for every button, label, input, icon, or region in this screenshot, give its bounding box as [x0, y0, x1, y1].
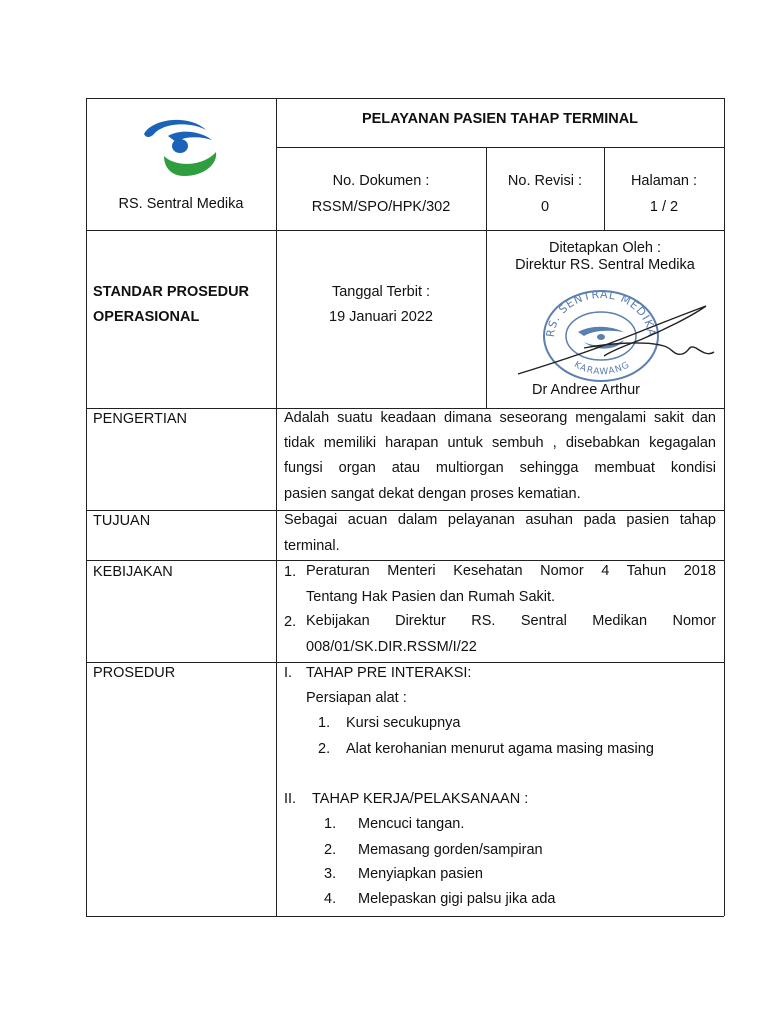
purpose-line-2: terminal. — [284, 538, 340, 554]
section-2-item-4: Melepaskan gigi palsu jika ada — [358, 891, 556, 907]
sop-label-line2: OPERASIONAL — [93, 309, 200, 325]
approved-by-label: Ditetapkan Oleh : — [548, 240, 662, 256]
policy-item-1-line2: Tentang Hak Pasien dan Rumah Sakit. — [306, 589, 556, 605]
svg-text:KARAWANG: KARAWANG — [572, 359, 632, 378]
svg-text:RS. SENTRAL MEDIKA: RS. SENTRAL MEDIKA — [543, 288, 659, 338]
procedure-label: PROSEDUR — [93, 665, 176, 681]
definition-line-2: tidak memiliki harapan untuk sembuh , disebabkan kegagalan — [284, 435, 716, 451]
policy-item-2-line1: Kebijakan Direktur RS. Sentral Medikan Nomor — [306, 613, 716, 629]
section-2-item-2: Memasang gorden/sampiran — [358, 842, 543, 858]
section-2-item-3-number: 3. — [324, 866, 337, 882]
section-2-item-2-number: 2. — [324, 842, 337, 858]
policy-item-2-line2: 008/01/SK.DIR.RSSM/I/22 — [306, 639, 477, 655]
policy-item-1-line1: Peraturan Menteri Kesehatan Nomor 4 Tahun 2018 — [306, 563, 716, 579]
doc-number-value: RSSM/SPO/HPK/302 — [311, 199, 451, 215]
policy-item-1-number: 1. — [284, 564, 297, 580]
purpose-label: TUJUAN — [93, 513, 151, 529]
section-2-item-1: Mencuci tangan. — [358, 816, 465, 832]
purpose-line-1: Sebagai acuan dalam pelayanan asuhan pada pasien tahap — [284, 512, 716, 528]
section-2-item-4-number: 4. — [324, 891, 337, 907]
page-label: Halaman : — [630, 173, 698, 189]
section-2-number: II. — [284, 791, 297, 807]
document-title: PELAYANAN PASIEN TAHAP TERMINAL — [361, 111, 639, 127]
sop-label-line1: STANDAR PROSEDUR — [93, 284, 250, 300]
doc-number-label: No. Dokumen : — [332, 173, 430, 189]
section-1-item-1-number: 1. — [318, 715, 331, 731]
section-1-title: TAHAP PRE INTERAKSI: — [306, 665, 472, 681]
definition-line-3: fungsi organ atau multiorgan sehingga membuat kondisi — [284, 460, 716, 476]
revision-value: 0 — [540, 199, 550, 215]
section-2-item-3: Menyiapkan pasien — [358, 866, 483, 882]
hospital-logo — [142, 116, 222, 178]
definition-line-1: Adalah suatu keadaan dimana seseorang mengalami sakit dan — [284, 410, 716, 426]
section-1-item-2-number: 2. — [318, 741, 331, 757]
policy-label: KEBIJAKAN — [93, 564, 173, 580]
page-value: 1 / 2 — [649, 199, 679, 215]
issue-date-value: 19 Januari 2022 — [329, 309, 433, 325]
section-1-item-2: Alat kerohanian menurut agama masing masing — [346, 741, 654, 757]
section-1-number: I. — [284, 665, 293, 681]
director-title: Direktur RS. Sentral Medika — [515, 257, 695, 273]
definition-line-4: pasien sangat dekat dengan proses kematian. — [284, 486, 581, 502]
hospital-name: RS. Sentral Medika — [118, 196, 244, 212]
section-2-title: TAHAP KERJA/PELAKSANAAN : — [312, 791, 529, 807]
revision-label: No. Revisi : — [507, 173, 583, 189]
section-2-item-1-number: 1. — [324, 816, 337, 832]
section-1-subtitle: Persiapan alat : — [306, 690, 407, 706]
policy-item-2-number: 2. — [284, 614, 297, 630]
director-signature — [514, 300, 720, 380]
section-1-item-1: Kursi secukupnya — [346, 715, 461, 731]
signer-name: Dr Andree Arthur — [532, 382, 640, 398]
definition-label: PENGERTIAN — [93, 411, 188, 427]
issue-date-label: Tanggal Terbit : — [331, 284, 431, 300]
